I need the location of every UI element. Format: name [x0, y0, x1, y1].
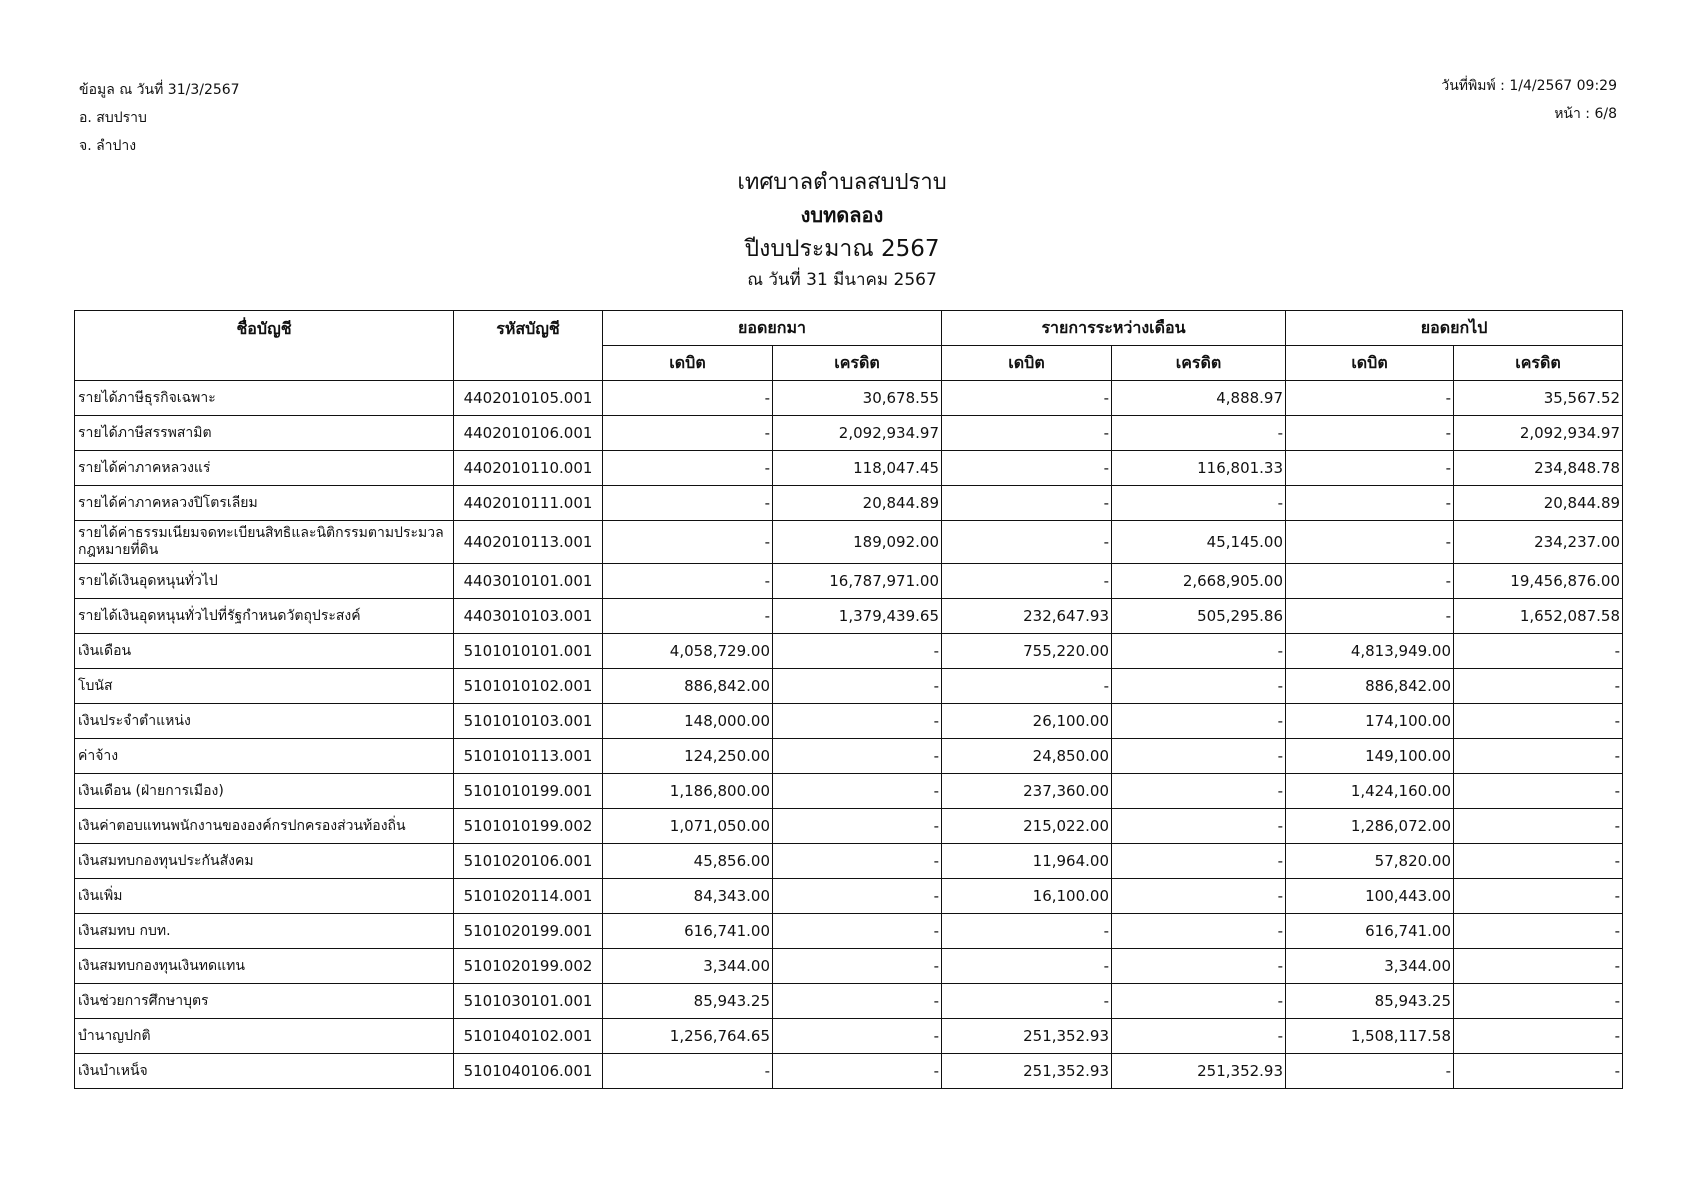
account-name: เงินสมทบ กบท.: [75, 914, 454, 949]
cf-debit: 149,100.00: [1286, 739, 1454, 774]
cf-debit: 85,943.25: [1286, 984, 1454, 1019]
cf-debit: 100,443.00: [1286, 879, 1454, 914]
month-debit: -: [942, 984, 1112, 1019]
account-name: เงินสมทบกองทุนประกันสังคม: [75, 844, 454, 879]
province-label: จ. ลำปาง: [79, 138, 137, 154]
account-name: รายได้เงินอุดหนุนทั่วไป: [75, 564, 454, 599]
cf-credit: -: [1454, 809, 1623, 844]
month-credit: -: [1112, 984, 1286, 1019]
account-code: 4403010101.001: [454, 564, 603, 599]
table-row: [75, 486, 1623, 521]
month-credit: 251,352.93: [1112, 1054, 1286, 1089]
bf-credit: -: [773, 984, 942, 1019]
cf-credit: 35,567.52: [1454, 381, 1623, 416]
bf-credit: -: [773, 1019, 942, 1054]
month-credit: -: [1112, 844, 1286, 879]
table-row: [75, 634, 1623, 669]
account-name: โบนัส: [75, 669, 454, 704]
month-debit: 251,352.93: [942, 1019, 1112, 1054]
bf-debit: 85,943.25: [603, 984, 773, 1019]
account-code: 5101030101.001: [454, 984, 603, 1019]
table-row: [75, 416, 1623, 451]
table-row: [75, 564, 1623, 599]
bf-credit: -: [773, 879, 942, 914]
cf-debit: 3,344.00: [1286, 949, 1454, 984]
account-name: เงินค่าตอบแทนพนักงานขององค์กรปกครองส่วนท้องถิ่น: [75, 809, 454, 844]
table-row: [75, 1019, 1623, 1054]
month-credit: 505,295.86: [1112, 599, 1286, 634]
cf-credit: 1,652,087.58: [1454, 599, 1623, 634]
bf-credit: 2,092,934.97: [773, 416, 942, 451]
bf-debit: 886,842.00: [603, 669, 773, 704]
month-debit: 24,850.00: [942, 739, 1112, 774]
bf-debit: -: [603, 416, 773, 451]
month-debit: 237,360.00: [942, 774, 1112, 809]
cf-credit: -: [1454, 669, 1623, 704]
month-credit: -: [1112, 486, 1286, 521]
report-title-block: [0, 168, 1684, 294]
cf-credit: -: [1454, 879, 1623, 914]
account-code: 4402010111.001: [454, 486, 603, 521]
table-row: [75, 809, 1623, 844]
bf-debit: 1,071,050.00: [603, 809, 773, 844]
account-name: รายได้ภาษีสรรพสามิต: [75, 416, 454, 451]
bf-credit: -: [773, 1054, 942, 1089]
account-code: 4402010110.001: [454, 451, 603, 486]
bf-credit: -: [773, 739, 942, 774]
bf-debit: -: [603, 381, 773, 416]
cf-credit: -: [1454, 914, 1623, 949]
table-row: [75, 1054, 1623, 1089]
account-code: 4402010105.001: [454, 381, 603, 416]
header-account-name: ชื่อบัญชี: [75, 311, 454, 381]
bf-credit: -: [773, 844, 942, 879]
cf-credit: -: [1454, 1054, 1623, 1089]
cf-debit: -: [1286, 1054, 1454, 1089]
month-debit: -: [942, 669, 1112, 704]
cf-credit: -: [1454, 949, 1623, 984]
bf-debit: 124,250.00: [603, 739, 773, 774]
print-date: วันที่พิมพ์ : 1/4/2567 09:29: [1441, 78, 1617, 94]
account-code: 5101010102.001: [454, 669, 603, 704]
bf-debit: 1,256,764.65: [603, 1019, 773, 1054]
month-credit: 2,668,905.00: [1112, 564, 1286, 599]
cf-credit: 2,092,934.97: [1454, 416, 1623, 451]
bf-debit: -: [603, 451, 773, 486]
account-name: รายได้ค่าธรรมเนียมจดทะเบียนสิทธิและนิติกรรมตามประมวลกฎหมายที่ดิน: [75, 521, 454, 564]
bf-credit: -: [773, 704, 942, 739]
month-debit: 232,647.93: [942, 599, 1112, 634]
month-debit: 11,964.00: [942, 844, 1112, 879]
cf-debit: -: [1286, 486, 1454, 521]
table-row: [75, 739, 1623, 774]
header-balance-carried-forward: ยอดยกไป: [1286, 311, 1623, 346]
month-debit: 215,022.00: [942, 809, 1112, 844]
month-credit: -: [1112, 704, 1286, 739]
account-code: 5101010199.001: [454, 774, 603, 809]
cf-debit: -: [1286, 381, 1454, 416]
cf-debit: -: [1286, 451, 1454, 486]
month-credit: -: [1112, 774, 1286, 809]
account-name: เงินประจำตำแหน่ง: [75, 704, 454, 739]
table-row: [75, 844, 1623, 879]
cf-credit: -: [1454, 739, 1623, 774]
bf-credit: -: [773, 914, 942, 949]
table-row: [75, 669, 1623, 704]
bf-credit: 16,787,971.00: [773, 564, 942, 599]
account-name: เงินบำเหน็จ: [75, 1054, 454, 1089]
table-row: [75, 949, 1623, 984]
account-name: เงินเดือน (ฝ่ายการเมือง): [75, 774, 454, 809]
report-title: งบทดลอง: [800, 203, 884, 227]
month-credit: 116,801.33: [1112, 451, 1286, 486]
header-month-debit: เดบิต: [942, 346, 1112, 381]
bf-debit: -: [603, 521, 773, 564]
account-code: 4402010113.001: [454, 521, 603, 564]
month-credit: -: [1112, 634, 1286, 669]
account-code: 5101040102.001: [454, 1019, 603, 1054]
cf-debit: -: [1286, 564, 1454, 599]
month-debit: -: [942, 949, 1112, 984]
cf-debit: -: [1286, 521, 1454, 564]
report-meta-right: [1441, 72, 1617, 128]
month-debit: -: [942, 451, 1112, 486]
cf-debit: 616,741.00: [1286, 914, 1454, 949]
account-name: เงินเดือน: [75, 634, 454, 669]
bf-debit: 616,741.00: [603, 914, 773, 949]
month-credit: -: [1112, 949, 1286, 984]
cf-debit: 1,424,160.00: [1286, 774, 1454, 809]
month-credit: -: [1112, 669, 1286, 704]
bf-debit: 3,344.00: [603, 949, 773, 984]
month-credit: 45,145.00: [1112, 521, 1286, 564]
bf-debit: -: [603, 1054, 773, 1089]
cf-debit: 1,508,117.58: [1286, 1019, 1454, 1054]
bf-credit: -: [773, 809, 942, 844]
month-debit: 755,220.00: [942, 634, 1112, 669]
month-debit: 16,100.00: [942, 879, 1112, 914]
cf-credit: 234,237.00: [1454, 521, 1623, 564]
account-code: 4403010103.001: [454, 599, 603, 634]
header-month-credit: เครดิต: [1112, 346, 1286, 381]
cf-credit: -: [1454, 634, 1623, 669]
month-debit: -: [942, 914, 1112, 949]
cf-debit: 174,100.00: [1286, 704, 1454, 739]
month-credit: -: [1112, 416, 1286, 451]
cf-debit: 4,813,949.00: [1286, 634, 1454, 669]
table-row: [75, 774, 1623, 809]
table-row: [75, 451, 1623, 486]
cf-debit: 1,286,072.00: [1286, 809, 1454, 844]
data-as-of-date: ข้อมูล ณ วันที่ 31/3/2567: [79, 82, 240, 98]
header-balance-brought-forward: ยอดยกมา: [603, 311, 942, 346]
cf-credit: 19,456,876.00: [1454, 564, 1623, 599]
account-name: เงินช่วยการศึกษาบุตร: [75, 984, 454, 1019]
bf-debit: 4,058,729.00: [603, 634, 773, 669]
month-debit: -: [942, 416, 1112, 451]
district-label: อ. สบปราบ: [79, 110, 147, 126]
account-code: 5101040106.001: [454, 1054, 603, 1089]
header-monthly-transactions: รายการระหว่างเดือน: [942, 311, 1286, 346]
account-name: รายได้เงินอุดหนุนทั่วไปที่รัฐกำหนดวัตถุประสงค์: [75, 599, 454, 634]
account-name: บำนาญปกติ: [75, 1019, 454, 1054]
bf-debit: 45,856.00: [603, 844, 773, 879]
bf-debit: 84,343.00: [603, 879, 773, 914]
month-debit: -: [942, 381, 1112, 416]
organization-name: เทศบาลตำบลสบปราบ: [737, 170, 947, 195]
account-code: 5101010101.001: [454, 634, 603, 669]
bf-credit: -: [773, 949, 942, 984]
month-credit: -: [1112, 739, 1286, 774]
cf-credit: 234,848.78: [1454, 451, 1623, 486]
table-row: [75, 599, 1623, 634]
cf-credit: -: [1454, 984, 1623, 1019]
table-row: [75, 521, 1623, 564]
table-row: [75, 984, 1623, 1019]
bf-credit: -: [773, 634, 942, 669]
cf-credit: -: [1454, 774, 1623, 809]
month-credit: 4,888.97: [1112, 381, 1286, 416]
account-code: 5101020199.002: [454, 949, 603, 984]
account-code: 4402010106.001: [454, 416, 603, 451]
bf-debit: 148,000.00: [603, 704, 773, 739]
month-credit: -: [1112, 1019, 1286, 1054]
month-debit: -: [942, 564, 1112, 599]
table-row: [75, 914, 1623, 949]
bf-credit: -: [773, 669, 942, 704]
cf-credit: -: [1454, 704, 1623, 739]
bf-debit: -: [603, 599, 773, 634]
month-debit: 26,100.00: [942, 704, 1112, 739]
table-row: [75, 381, 1623, 416]
as-of-date: ณ วันที่ 31 มีนาคม 2567: [747, 270, 937, 290]
account-code: 5101020114.001: [454, 879, 603, 914]
cf-debit: 57,820.00: [1286, 844, 1454, 879]
header-account-code: รหัสบัญชี: [454, 311, 603, 381]
cf-credit: 20,844.89: [1454, 486, 1623, 521]
account-name: เงินสมทบกองทุนเงินทดแทน: [75, 949, 454, 984]
bf-credit: 1,379,439.65: [773, 599, 942, 634]
month-debit: 251,352.93: [942, 1054, 1112, 1089]
account-name: เงินเพิ่ม: [75, 879, 454, 914]
header-cf-debit: เดบิต: [1286, 346, 1454, 381]
bf-credit: 118,047.45: [773, 451, 942, 486]
cf-debit: -: [1286, 599, 1454, 634]
trial-balance-table: [74, 310, 1623, 1089]
bf-debit: -: [603, 486, 773, 521]
header-bf-credit: เครดิต: [773, 346, 942, 381]
bf-debit: 1,186,800.00: [603, 774, 773, 809]
cf-debit: -: [1286, 416, 1454, 451]
account-name: ค่าจ้าง: [75, 739, 454, 774]
account-code: 5101010113.001: [454, 739, 603, 774]
cf-credit: -: [1454, 844, 1623, 879]
page-number: หน้า : 6/8: [1554, 106, 1617, 122]
bf-debit: -: [603, 564, 773, 599]
month-debit: -: [942, 521, 1112, 564]
account-code: 5101010199.002: [454, 809, 603, 844]
account-name: รายได้ภาษีธุรกิจเฉพาะ: [75, 381, 454, 416]
header-bf-debit: เดบิต: [603, 346, 773, 381]
header-cf-credit: เครดิต: [1454, 346, 1623, 381]
cf-debit: 886,842.00: [1286, 669, 1454, 704]
account-name: รายได้ค่าภาคหลวงปิโตรเลียม: [75, 486, 454, 521]
cf-credit: -: [1454, 1019, 1623, 1054]
month-credit: -: [1112, 879, 1286, 914]
account-name: รายได้ค่าภาคหลวงแร่: [75, 451, 454, 486]
account-code: 5101020106.001: [454, 844, 603, 879]
account-code: 5101020199.001: [454, 914, 603, 949]
bf-credit: 189,092.00: [773, 521, 942, 564]
month-credit: -: [1112, 809, 1286, 844]
fiscal-year: ปีงบประมาณ 2567: [744, 236, 940, 262]
bf-credit: 20,844.89: [773, 486, 942, 521]
bf-credit: -: [773, 774, 942, 809]
report-meta-left: [79, 76, 240, 160]
bf-credit: 30,678.55: [773, 381, 942, 416]
month-credit: -: [1112, 914, 1286, 949]
month-debit: -: [942, 486, 1112, 521]
table-row: [75, 879, 1623, 914]
account-code: 5101010103.001: [454, 704, 603, 739]
table-row: [75, 704, 1623, 739]
